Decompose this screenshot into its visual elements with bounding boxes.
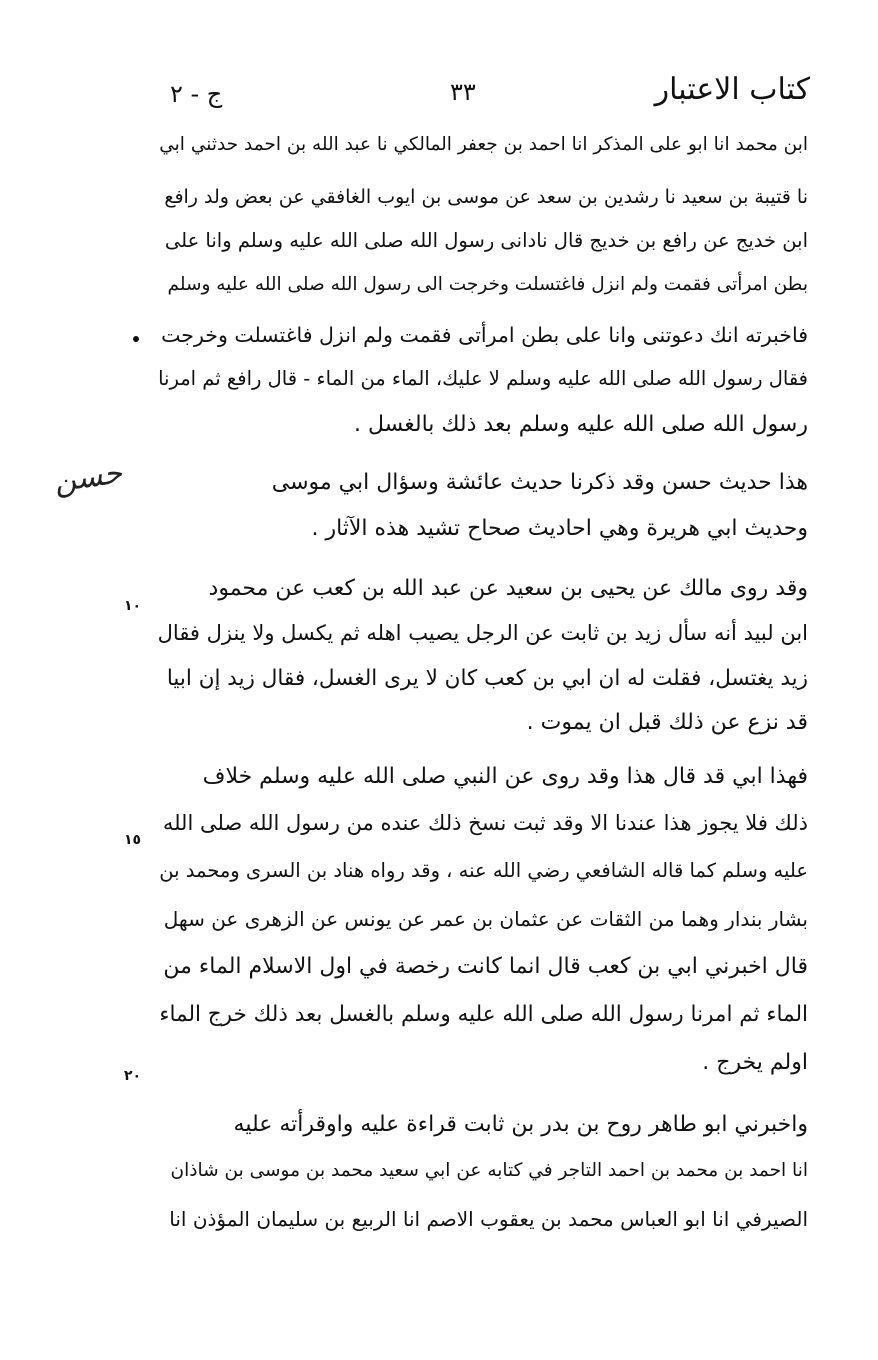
text-line: اولم يخرج . bbox=[702, 1050, 808, 1075]
text-line: ابن محمد انا ابو على المذكر انا احمد بن جعفر المالكي نا عبد الله بن احمد حدثني ابي bbox=[159, 134, 808, 155]
text-line: قد نزع عن ذلك قبل ان يموت . bbox=[526, 710, 808, 735]
text-line: انا احمد بن محمد بن احمد التاجر في كتابه عن ابي سعيد محمد بن موسى بن شاذان bbox=[170, 1160, 808, 1181]
text-line: الماء ثم امرنا رسول الله صلى الله عليه وسلم بالغسل بعد ذلك خرج الماء bbox=[159, 1002, 808, 1027]
text-line: فاخبرته انك دعوتنى وانا على بطن امرأتى فقمت ولم انزل فاغتسلت وخرجت bbox=[161, 323, 808, 347]
text-line: بطن امرأتى فقمت ولم انزل فاغتسلت وخرجت الى رسول الله صلى الله عليه وسلم bbox=[167, 274, 808, 295]
text-line: ابن لبيد أنه سأل زيد بن ثابت عن الرجل يصيب اهله ثم يكسل ولا ينزل فقال bbox=[157, 621, 808, 645]
text-line: زيد يغتسل، فقلت له ان ابي بن كعب كان لا يرى الغسل، فقال زيد إن ابيا bbox=[166, 666, 808, 691]
text-line: فهذا ابي قد قال هذا وقد روى عن النبي صلى الله عليه وسلم خلاف bbox=[202, 764, 808, 789]
text-line: وحديث ابي هريرة وهي احاديث صحاح تشيد هذه الآثار . bbox=[311, 516, 808, 541]
volume-label: ج - ٢ bbox=[170, 80, 223, 108]
text-line: الصيرفي انا ابو العباس محمد بن يعقوب الاصم انا الربيع بن سليمان المؤذن انا bbox=[169, 1207, 808, 1231]
text-line: فقال رسول الله صلى الله عليه وسلم لا عليك، الماء من الماء - قال رافع ثم امرنا bbox=[158, 367, 808, 390]
text-line: واخبرني ابو طاهر روح بن بدر بن ثابت قراءة عليه واوقرأته عليه bbox=[233, 1112, 808, 1137]
text-line: بشار بندار وهما من الثقات عن عثمان بن عمر عن يونس عن الزهرى عن سهل bbox=[163, 907, 808, 931]
text-line: نا قتيبة بن سعيد نا رشدين بن سعد عن موسى بن ايوب الغافقي عن بعض ولد رافع bbox=[164, 186, 808, 208]
page-number: ٣٣ bbox=[450, 78, 476, 106]
text-line: رسول الله صلى الله عليه وسلم بعد ذلك بالغسل . bbox=[353, 412, 808, 437]
text-line: ذلك فلا يجوز هذا عندنا الا وقد ثبت نسخ ذلك عنده من رسول الله صلى الله bbox=[162, 811, 808, 835]
text-line: عليه وسلم كما قاله الشافعي رضي الله عنه ، وقد رواه هناد بن السرى ومحمد بن bbox=[159, 859, 808, 882]
text-line: هذا حديث حسن وقد ذكرنا حديث عائشة وسؤال ابي موسى bbox=[271, 470, 808, 495]
margin-bullet bbox=[133, 336, 139, 342]
text-line: ابن خديج عن رافع بن خديج قال نادانى رسول الله صلى الله عليه وسلم وانا على bbox=[164, 229, 808, 252]
line-number: ١٠ bbox=[124, 598, 142, 614]
text-line: وقد روى مالك عن يحيى بن سعيد عن عبد الله بن كعب عن محمود bbox=[208, 576, 808, 601]
line-number: ١٥ bbox=[124, 832, 142, 848]
line-number: ٢٠ bbox=[124, 1068, 142, 1084]
page-header bbox=[150, 72, 810, 120]
text-line: قال اخبرني ابي بن كعب قال انما كانت رخصة في اول الاسلام الماء من bbox=[163, 954, 808, 979]
book-title: كتاب الاعتبار bbox=[654, 72, 810, 107]
margin-annotation: حسن bbox=[51, 455, 125, 500]
